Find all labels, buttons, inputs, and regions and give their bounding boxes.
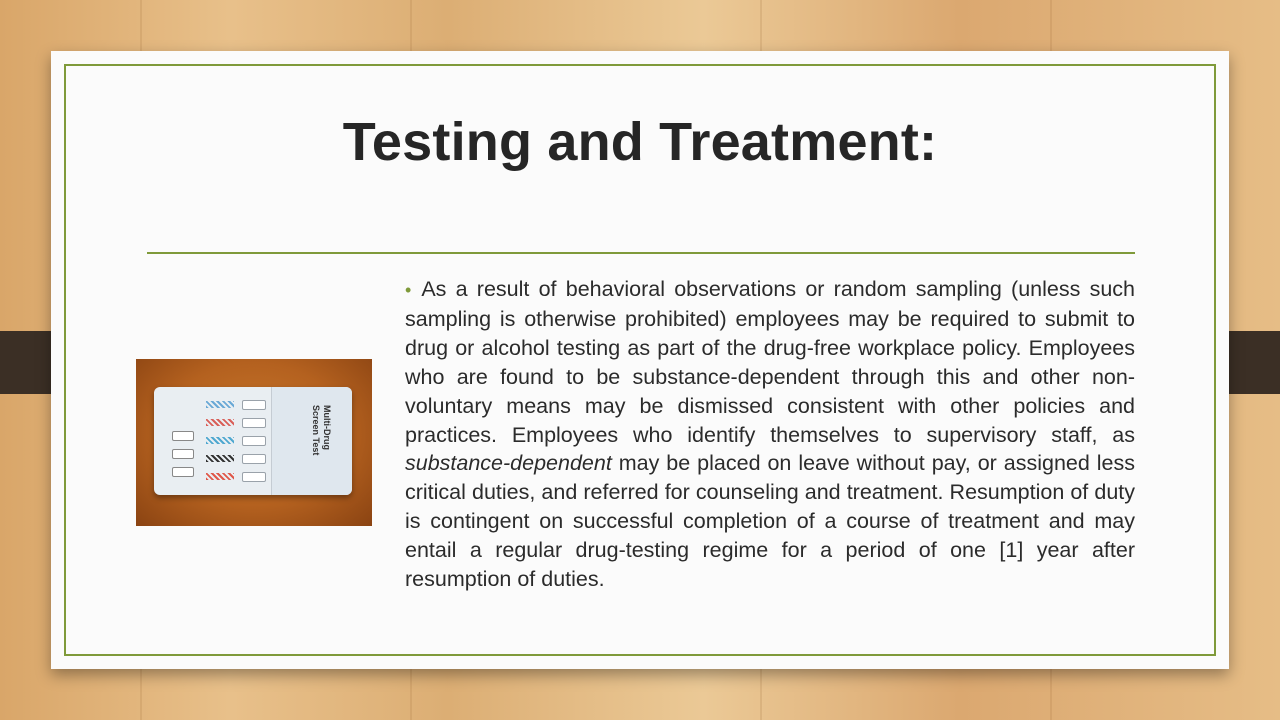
slide-card (51, 51, 1229, 669)
result-window (242, 436, 266, 446)
body-text-part2: may be placed on leave without pay, or assigned less critical duties, and referred for counseling and treatment. Resumption of duty is contingent on successful completion of a course of treatment and may entail a regular drug-testing regime for a period of one [1] year after resumption of duties. (405, 451, 1135, 592)
test-strip (206, 419, 234, 426)
cassette-slot (172, 449, 194, 459)
result-window (242, 400, 266, 410)
test-strip (206, 401, 234, 408)
test-strip (206, 473, 234, 480)
slide-title: Testing and Treatment: (342, 112, 938, 172)
result-window (242, 418, 266, 428)
drug-test-card (154, 387, 352, 495)
bullet-paragraph (405, 275, 1135, 594)
title-divider (147, 252, 1135, 254)
test-strip (206, 437, 234, 444)
result-window (242, 454, 266, 464)
cassette-slot (172, 467, 194, 477)
body-text-emphasis: substance-dependent (405, 451, 612, 476)
test-strip (206, 455, 234, 462)
cassette-slot (172, 431, 194, 441)
bullet-icon: • (405, 280, 412, 300)
test-card-label: Multi-Drug Screen Test (311, 405, 332, 456)
drug-test-photo (136, 359, 372, 526)
test-card-label-area (271, 387, 352, 495)
body-text-part1: As a result of behavioral observations or random sampling (unless such sampling is otherwise prohibited) employees may be required to submit to drug or alcohol testing as part of the drug-free workplace policy. Employees who are found to be substance-dependent through this and other non-voluntary means may be dismissed consistent with other policies and practices. Employees who identify themselves to supervisory staff, as (405, 277, 1135, 447)
result-window (242, 472, 266, 482)
